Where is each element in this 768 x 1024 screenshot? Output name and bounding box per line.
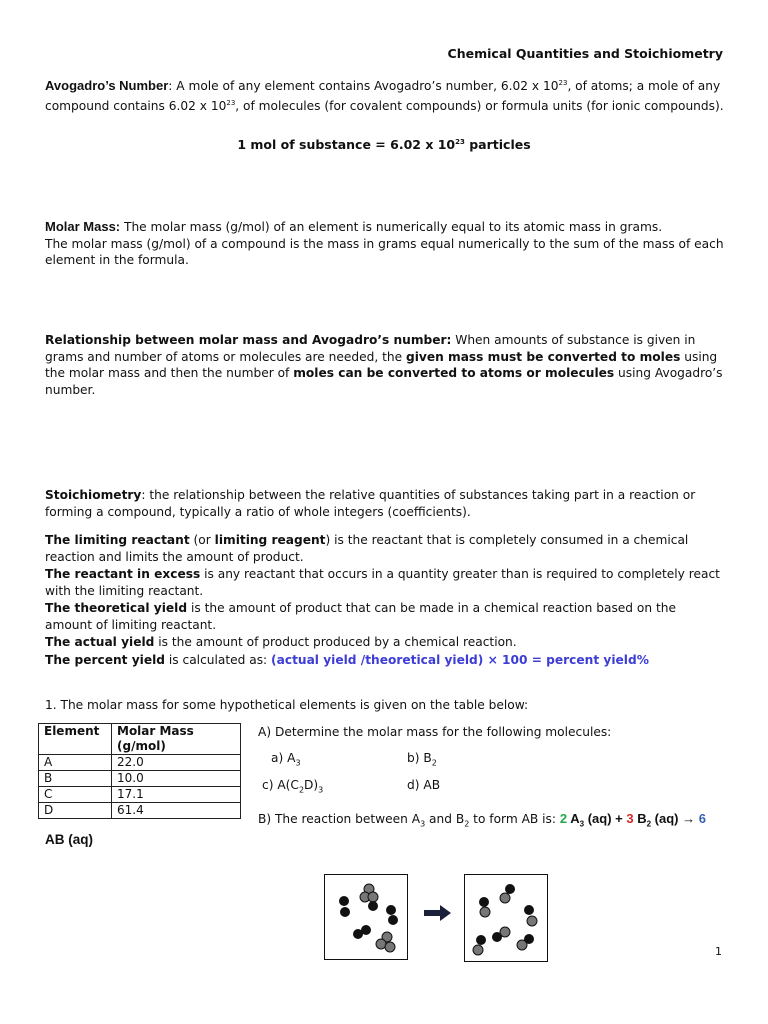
molar-mass-table bbox=[38, 723, 241, 819]
percent-yield-formula: (actual yield /theoretical yield) × 100 = percent yield% bbox=[271, 652, 649, 667]
definitions-block bbox=[45, 532, 725, 668]
part-a-item-d: d) AB bbox=[407, 778, 441, 792]
table-header: Molar Mass (g/mol) bbox=[112, 724, 241, 755]
reactant-molecules bbox=[325, 875, 407, 959]
theoretical-yield-definition: The theoretical yield is the amount of product that can be made in a chemical reaction based on the amount of limiting reactant. bbox=[45, 601, 676, 632]
stoichiometry-label: Stoichiometry bbox=[45, 488, 142, 502]
percent-yield-definition: The percent yield is calculated as: (actual yield /theoretical yield) × 100 = percent yield% bbox=[45, 652, 649, 667]
avogadro-formula: 1 mol of substance = 6.02 x $10^{23}$ particles bbox=[237, 137, 531, 153]
table-row bbox=[39, 771, 241, 787]
molar-mass-paragraph: Molar Mass: The molar mass (g/mol) of an element is numerically equal to its atomic mass in grams. The molar mass (g/mol) of a compound is the mass in grams equal numerically to the sum of the mass of each element in the formula. bbox=[45, 219, 724, 267]
table-row bbox=[39, 755, 241, 771]
product-molecules bbox=[465, 875, 547, 961]
relationship-paragraph: Relationship between molar mass and Avogadro’s number: When amounts of substance is given in grams and number of atoms or molecules are needed, the given mass must be converted to moles using the molar mass and then the number of moles can be converted to atoms or molecules using Avogadro’s number. bbox=[45, 333, 723, 397]
part-a-item-b: b) $B_2$ bbox=[407, 751, 437, 768]
page-number: 1 bbox=[715, 945, 722, 958]
table-cell: 22.0 bbox=[112, 755, 241, 771]
stoichiometry-paragraph: Stoichiometry: the relationship between the relative quantities of substances taking part in a reaction or forming a compound, typically a ratio of whole integers (coefficients). bbox=[45, 488, 696, 519]
reaction-product: AB (aq) bbox=[45, 832, 93, 847]
part-a-item-a: a) $A_3$ bbox=[271, 751, 301, 768]
table-cell: D bbox=[39, 803, 112, 819]
coefficient-6: 6 bbox=[698, 811, 706, 826]
products-box bbox=[464, 874, 548, 962]
table-row bbox=[39, 787, 241, 803]
avogadro-label: Avogadro’s Number bbox=[45, 78, 169, 94]
table-cell: 10.0 bbox=[112, 771, 241, 787]
molar-mass-label: Molar Mass: bbox=[45, 219, 121, 234]
actual-yield-definition: The actual yield is the amount of product produced by a chemical reaction. bbox=[45, 635, 517, 649]
part-b-prompt: B) The reaction between $A_3$ and $B_2$ to form AB is: 2 $A_3$ (aq) + 3 $B_2$ (aq) → 6 bbox=[258, 811, 706, 829]
relationship-label: Relationship between molar mass and Avogadro’s number: bbox=[45, 333, 452, 347]
reaction-arrow-icon bbox=[424, 904, 452, 922]
coefficient-2: 2 bbox=[559, 811, 568, 826]
table-header: Element bbox=[39, 724, 112, 755]
question-1-intro: 1. The molar mass for some hypothetical elements is given on the table below: bbox=[45, 698, 529, 712]
excess-reactant-definition: The reactant in excess is any reactant that occurs in a quantity greater than is required to completely react with the limiting reactant. bbox=[45, 567, 720, 598]
limiting-reactant-definition: The limiting reactant (or limiting reagent) is the reactant that is completely consumed in a chemical reaction and limits the amount of product. bbox=[45, 533, 689, 564]
reactants-box bbox=[324, 874, 408, 960]
page-title: Chemical Quantities and Stoichiometry bbox=[447, 46, 723, 61]
table-cell: 17.1 bbox=[112, 787, 241, 803]
table-cell: C bbox=[39, 787, 112, 803]
table-cell: A bbox=[39, 755, 112, 771]
part-a-item-c: c) $A(C_2D)_3$ bbox=[262, 778, 324, 795]
coefficient-3: 3 bbox=[626, 811, 634, 826]
table-header-row bbox=[39, 724, 241, 755]
reaction-equation: 2 $A_3$ (aq) + 3 $B_2$ (aq) → 6 bbox=[559, 811, 706, 829]
table-cell: B bbox=[39, 771, 112, 787]
table-cell: 61.4 bbox=[112, 803, 241, 819]
part-a-prompt: A) Determine the molar mass for the following molecules: bbox=[258, 725, 612, 739]
table-row bbox=[39, 803, 241, 819]
avogadro-paragraph: Avogadro’s Number: A mole of any element contains Avogadro’s number, 6.02 x $10^{23}$, of atoms; a mole of any compound contains 6.02 x $10^{23}$, of molecules (for covalent compounds) or formula units (for ionic compounds). bbox=[45, 78, 724, 113]
